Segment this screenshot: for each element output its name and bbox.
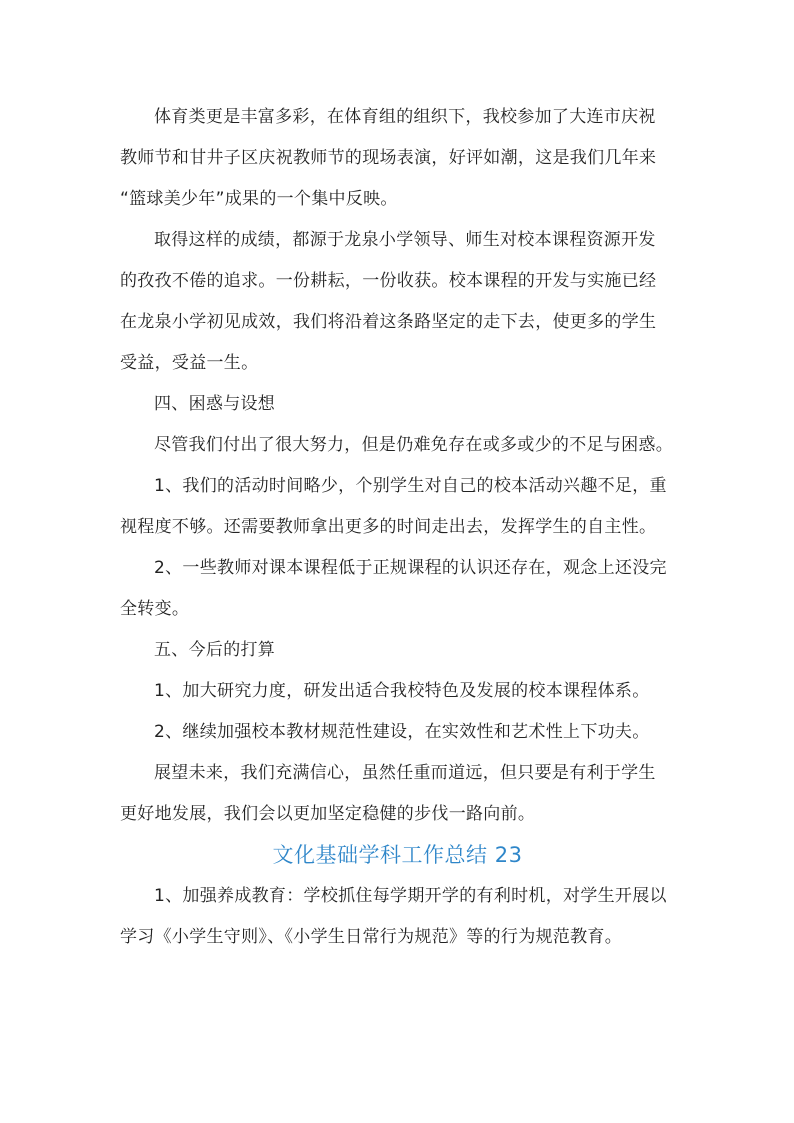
- text-line: 取得这样的成绩，都源于龙泉小学领导、师生对校本课程资源开发: [154, 230, 656, 250]
- paragraph-outlook: [120, 753, 675, 835]
- document-content: [120, 97, 675, 958]
- text-line: 展望未来，我们充满信心，虽然任重而道远，但只要是有利于学生: [154, 763, 656, 783]
- text-line: 的孜孜不倦的追求。一份耕耘，一份收获。校本课程的开发与实施已经: [120, 271, 657, 291]
- paragraph-achievement: [120, 220, 675, 384]
- text-line: 1、加大研究力度，研发出适合我校特色及发展的校本课程体系。: [154, 681, 650, 701]
- text-line: 1、加强养成教育：学校抓住每学期开学的有利时机，对学生开展以: [154, 886, 667, 906]
- text-line: 四、困惑与设想: [154, 394, 276, 414]
- text-line: “篮球美少年”成果的一个集中反映。: [120, 189, 398, 209]
- subheading-plans: [120, 630, 675, 671]
- text-line: 学习《小学生守则》、《小学生日常行为规范》等的行为规范教育。: [120, 927, 622, 947]
- text-line: 教师节和甘井子区庆祝教师节的现场表演，好评如潮，这是我们几年来: [120, 148, 657, 168]
- section-title: 文化基础学科工作总结 23: [272, 843, 523, 867]
- paragraph-issue-1: [120, 466, 675, 548]
- paragraph-shortcomings: [120, 425, 675, 466]
- text-line: 更好地发展，我们会以更加坚定稳健的步伐一路向前。: [120, 804, 536, 824]
- text-line: 受益，受益一生。: [120, 353, 259, 373]
- text-line: 2、继续加强校本教材规范性建设，在实效性和艺术性上下功夫。: [154, 722, 650, 742]
- text-line: 1、我们的活动时间略少，个别学生对自己的校本活动兴趣不足，重: [154, 476, 667, 496]
- text-line: 体育类更是丰富多彩，在体育组的组织下，我校参加了大连市庆祝: [154, 107, 656, 127]
- subheading-confusion: [120, 384, 675, 425]
- text-line: 视程度不够。还需要教师拿出更多的时间走出去，发挥学生的自主性。: [120, 517, 657, 537]
- paragraph-sports: [120, 97, 675, 220]
- text-line: 2、一些教师对课本课程低于正规课程的认识还存在，观念上还没完: [154, 558, 667, 578]
- text-line: 全转变。: [120, 599, 190, 619]
- text-line: 在龙泉小学初见成效，我们将沿着这条路坚定的走下去，使更多的学生: [120, 312, 657, 332]
- text-line: 尽管我们付出了很大努力，但是仍难免存在或多或少的不足与困惑。: [154, 435, 673, 455]
- paragraph-plan-1: [120, 671, 675, 712]
- paragraph-plan-2: [120, 712, 675, 753]
- paragraph-issue-2: [120, 548, 675, 630]
- text-line: 五、今后的打算: [154, 640, 276, 660]
- paragraph-habit-education: [120, 876, 675, 958]
